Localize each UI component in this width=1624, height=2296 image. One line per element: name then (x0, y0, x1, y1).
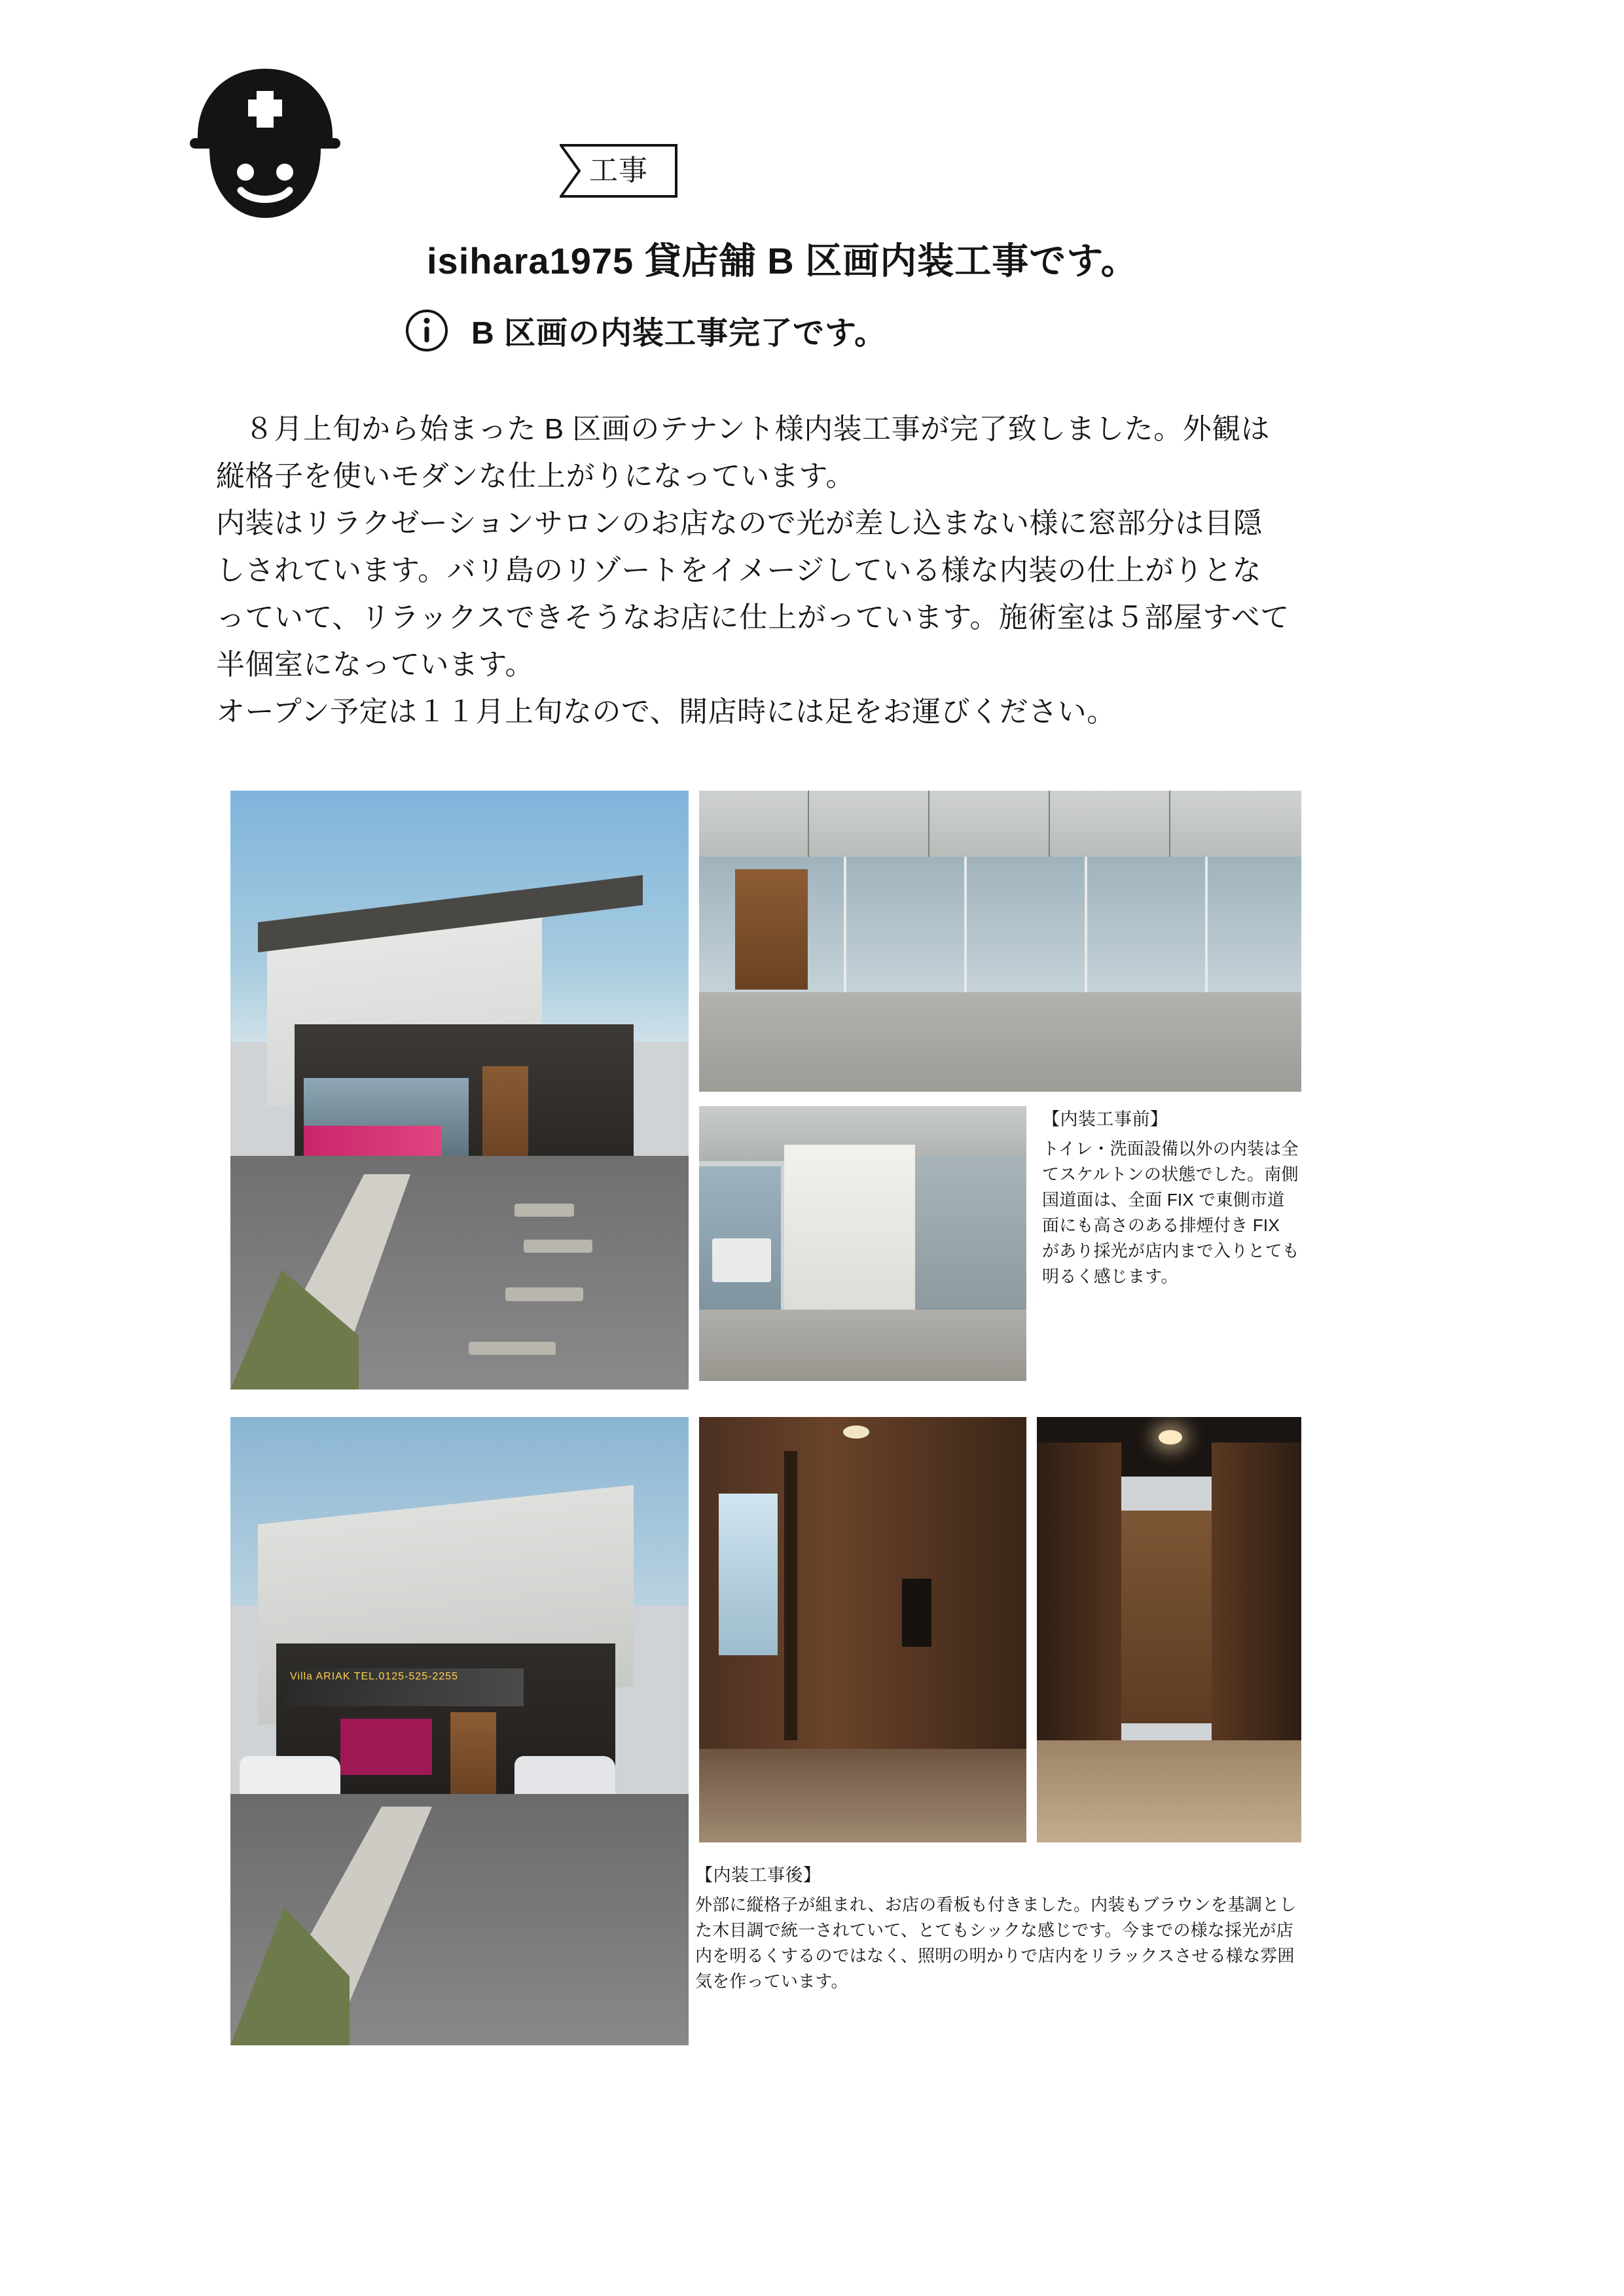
caption-before-title: 【内装工事前】 (1042, 1109, 1168, 1129)
body-paragraph-3: オープン予定は１１月上旬なので、開店時には足をお運びください。 (216, 696, 1116, 728)
photo-exterior-before (230, 791, 689, 1390)
body-paragraph-1: ８月上旬から始まった B 区画のテナント様内装工事が完了致しました。外観は縦格子を使いモダンな仕上がりになっています。 (216, 413, 1271, 492)
info-circle-icon (406, 310, 448, 351)
subtitle-row (406, 308, 886, 353)
caption-before-block (1042, 1106, 1301, 1289)
construction-helmet-icon (183, 62, 347, 226)
shop-sign-text: Villa ARIAK TEL.0125-525-2255 (290, 1671, 459, 1682)
photo-after-corridor (1037, 1417, 1301, 1842)
caption-after-block (695, 1862, 1310, 1994)
subtitle-text: B 区画の内装工事完了です。 (471, 316, 887, 351)
photo-exterior-after (230, 1417, 689, 2045)
category-tag-label: 工事 (589, 154, 648, 187)
caption-after-body: 外部に縦格子が組まれ、お店の看板も付きました。内装もブラウンを基調とした木目調で統一されていて、とてもシックな感じです。今までの様な採光が店内を明るくするのではなく、照明の明かりで店内をリラックスさせる様な雰囲気を作っています。 (695, 1895, 1297, 1991)
caption-before-body: トイレ・洗面設備以外の内装は全てスケルトンの状態でした。南側国道面は、全面 FIX で東側市道面にも高さのある排煙付き FIX があり採光が店内まで入りとても明るく感じます。 (1042, 1139, 1300, 1286)
body-text (216, 406, 1290, 736)
page-title: isihara1975 貸店舗 B 区画内装工事です。 (427, 240, 1138, 281)
photo-interior-before (699, 1106, 1026, 1381)
photo-interior-wide (699, 791, 1301, 1092)
caption-after-title: 【内装工事後】 (695, 1865, 821, 1885)
document-header (183, 62, 1427, 281)
photo-after-entrance (699, 1417, 1026, 1842)
body-paragraph-2: 内装はリラクゼーションサロンのお店なので光が差し込まない様に窓部分は目隠しされています。バリ島のリゾートをイメージしている様な内装の仕上がりとなっていて、リラックスできそうなお店に仕上がっています。施術室は５部屋すべて半個室になっています。 (216, 507, 1290, 681)
